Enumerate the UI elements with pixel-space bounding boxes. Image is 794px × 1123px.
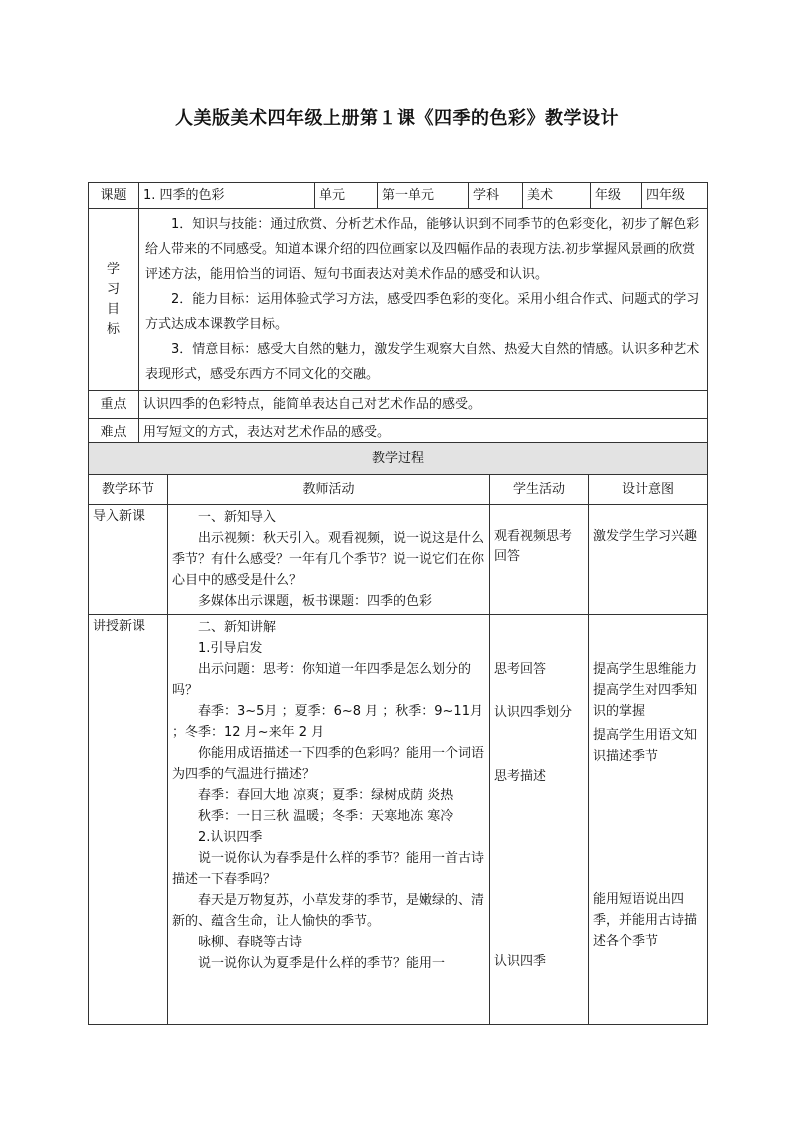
goal-knowledge: 1．知识与技能：通过欣赏、分析艺术作品，能够认识到不同季节的色彩变化，初步了解色彩给人带来的不同感受。知道本课介绍的四位画家以及四幅作品的表现方法.初步掌握风景画的欣赏评述方法，能用恰当的词语、短句书面表达对美术作品的感受和认识。 (145, 217, 700, 282)
teach-teacher-line: 说一说你认为春季是什么样的季节？能用一首古诗描述一下春季吗？ (172, 851, 485, 887)
teach-student (490, 615, 589, 1025)
teach-student-item: 认识四季 (494, 954, 547, 969)
header-stage: 教学环节 (89, 475, 168, 505)
teach-teacher-line: 春季：3~5月 ；夏季：6~8 月 ；秋季：9~11月 ；冬季：12 月~来年 2 月 (172, 704, 483, 740)
teach-intent (589, 615, 708, 1025)
intro-teacher-line: 出示视频：秋天引入。观看视频，说一说这是什么季节？有什么感受？一年有几个季节？说一说它们在你心目中的感受是什么？ (172, 531, 485, 588)
teach-intent-item: 提高学生思维能力 (593, 662, 698, 677)
key-point-text: 认识四季的色彩特点，能简单表达自己对艺术作品的感受。 (139, 391, 708, 419)
subject-label: 学科 (469, 183, 523, 209)
intro-teacher-line: 一、新知导入 (198, 510, 277, 525)
lesson-info-table (88, 182, 708, 447)
teach-stage: 讲授新课 (89, 615, 168, 1025)
difficulty-label: 难点 (89, 419, 139, 447)
key-point-label: 重点 (89, 391, 139, 419)
course-value: 1. 四季的色彩 (139, 183, 315, 209)
intro-teacher-line: 多媒体出示课题，板书课题：四季的色彩 (198, 594, 433, 609)
header-student: 学生活动 (490, 475, 589, 505)
teach-intent-item: 能用短语说出四季，并能用古诗描述各个季节 (593, 892, 698, 949)
unit-value: 第一单元 (378, 183, 469, 209)
header-intent: 设计意图 (589, 475, 708, 505)
process-band: 教学过程 (89, 443, 708, 475)
difficulty-text: 用写短文的方式，表达对艺术作品的感受。 (139, 419, 708, 447)
teach-teacher-line: 出示问题：思考：你知道一年四季是怎么划分的吗？ (172, 662, 472, 698)
unit-label: 单元 (315, 183, 378, 209)
teach-teacher-line: 你能用成语描述一下四季的色彩吗？能用一个词语为四季的气温进行描述？ (172, 746, 485, 782)
grade-value: 四年级 (642, 183, 708, 209)
grade-label: 年级 (591, 183, 642, 209)
teach-teacher-line: 春季：春回大地 凉爽；夏季：绿树成荫 炎热 (198, 788, 454, 803)
teach-teacher-line: 2.认识四季 (198, 830, 263, 845)
intro-teacher (168, 505, 490, 615)
subject-value: 美术 (523, 183, 591, 209)
intro-stage: 导入新课 (89, 505, 168, 615)
teach-teacher-line: 咏柳、春晓等古诗 (198, 935, 303, 950)
teach-teacher (168, 615, 490, 1025)
teach-intent-item: 提高学生用语文知识描述季节 (593, 728, 698, 764)
header-teacher: 教师活动 (168, 475, 490, 505)
goals-label: 学习目标 (89, 209, 139, 391)
teach-teacher-line: 说一说你认为夏季是什么样的季节？能用一 (198, 956, 446, 971)
goal-ability: 2．能力目标：运用体验式学习方法，感受四季色彩的变化。采用小组合作式、问题式的学习方式达成本课教学目标。 (145, 292, 700, 332)
process-table (88, 442, 708, 1025)
page-title: 人美版美术四年级上册第１课《四季的色彩》教学设计 (175, 108, 619, 129)
teach-student-item: 思考回答 (494, 662, 547, 677)
goal-emotion: 3．情意目标：感受大自然的魅力，激发学生观察大自然、热爱大自然的情感。认识多种艺术表现形式，感受东西方不同文化的交融。 (145, 342, 700, 382)
teach-intent-item: 提高学生对四季知识的掌握 (593, 683, 698, 719)
intro-intent: 激发学生学习兴趣 (589, 505, 708, 615)
course-label: 课题 (89, 183, 139, 209)
teach-student-item: 认识四季划分 (494, 705, 573, 720)
teach-student-item: 思考描述 (494, 769, 547, 784)
teach-teacher-line: 春天是万物复苏，小草发芽的季节，是嫩绿的、清新的、蕴含生命，让人愉快的季节。 (172, 893, 485, 929)
teach-teacher-line: 1.引导启发 (198, 641, 263, 656)
teach-teacher-line: 二、新知讲解 (198, 620, 277, 635)
goals-content (139, 209, 708, 391)
teach-teacher-line: 秋季：一日三秋 温暖；冬季：天寒地冻 寒冷 (198, 809, 454, 824)
intro-student: 观看视频思考回答 (490, 505, 589, 615)
